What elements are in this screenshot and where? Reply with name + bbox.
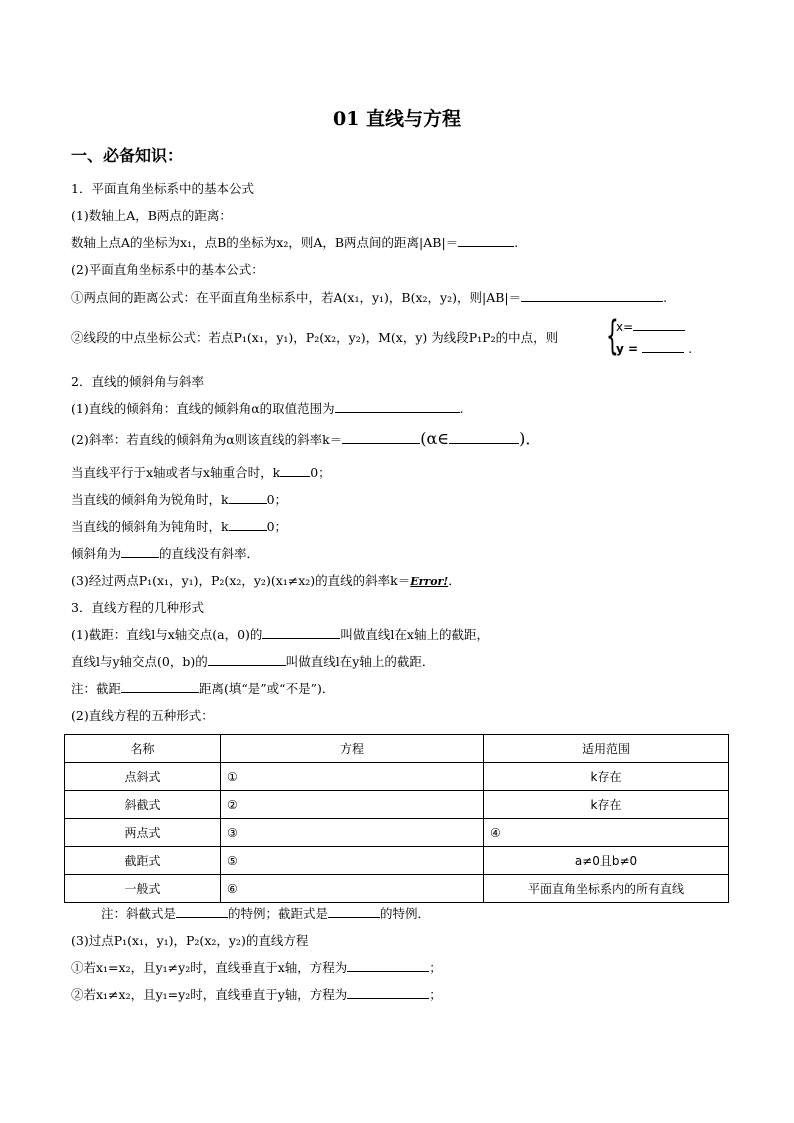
- table-row: [65, 819, 729, 847]
- table-cell: 截距式: [65, 847, 221, 875]
- table-cell: 两点式: [65, 819, 221, 847]
- p3-heading: 3．直线方程的几种形式: [71, 600, 204, 615]
- answer-blank[interactable]: [342, 431, 420, 444]
- answer-blank[interactable]: [449, 431, 519, 444]
- answer-blank[interactable]: [521, 289, 663, 302]
- midpoint-system: [606, 313, 696, 359]
- p1-sub1: (1)数轴上A，B两点的距离：: [71, 208, 232, 223]
- section-heading: 一、必备知识：: [71, 146, 184, 165]
- table-cell: ⑤: [221, 847, 484, 875]
- p2-line3: 当直线平行于x轴或者与x轴重合时，k 0；: [71, 465, 331, 480]
- table-cell: ⑥: [221, 875, 484, 903]
- p4-line1-text: ①若x₁=x₂，且y₁≠y₂时，直线垂直于x轴，方程为: [71, 960, 348, 975]
- midpoint-y-row: y = .: [616, 342, 693, 356]
- table-cell: 点斜式: [65, 763, 221, 791]
- table-row: [65, 875, 729, 903]
- answer-blank[interactable]: [176, 905, 228, 918]
- table-cell: a≠0且b≠0: [484, 847, 729, 875]
- p2-line2-text: (2)斜率：若直线的倾斜角为α则该直线的斜率k＝: [71, 432, 343, 447]
- table-cell: 一般式: [65, 875, 221, 903]
- p1-sub2: (2)平面直角坐标系中的基本公式：: [71, 262, 264, 277]
- answer-blank[interactable]: [280, 464, 310, 477]
- table-cell: k存在: [484, 791, 729, 819]
- error-field: Error!: [410, 575, 449, 588]
- table-row: [65, 763, 729, 791]
- answer-blank[interactable]: [229, 518, 267, 531]
- p4-line2: ②若x₁≠x₂，且y₁=y₂时，直线垂直于y轴，方程为 ；: [71, 987, 442, 1002]
- p2-line2-paren-close: )．: [519, 429, 542, 448]
- p2-line6: 倾斜角为 的直线没有斜率．: [71, 546, 260, 561]
- p2-line4-text: 当直线的倾斜角为锐角时，k: [71, 492, 229, 507]
- p2-line1: (1)直线的倾斜角：直线的倾斜角α的取值范围为 .: [71, 401, 464, 416]
- p4-line1: ①若x₁=x₂，且y₁≠y₂时，直线垂直于x轴，方程为 ；: [71, 960, 442, 975]
- answer-blank[interactable]: [262, 626, 340, 639]
- midpoint-x-row: x=: [616, 318, 685, 334]
- distance-formula-line: ①两点间的距离公式：在平面直角坐标系中，若A(x₁，y₁)，B(x₂，y₂)，则|AB|＝ .: [71, 290, 668, 305]
- table-header-cell: 方程: [221, 735, 484, 763]
- p1-sub1-line: 数轴上点A的坐标为x₁，点B的坐标为x₂，则A，B两点间的距离|AB|＝ .: [71, 235, 519, 250]
- table-header-cell: 适用范围: [484, 735, 729, 763]
- answer-blank[interactable]: [642, 340, 684, 353]
- p2-line1-text: (1)直线的倾斜角：直线的倾斜角α的取值范围为: [71, 401, 335, 416]
- p3-line2: 直线l与y轴交点(0，b)的 叫做直线l在y轴上的截距．: [71, 654, 435, 669]
- answer-blank[interactable]: [458, 234, 514, 247]
- midpoint-formula-line: [71, 329, 558, 347]
- table-cell: ④: [484, 819, 729, 847]
- p1-heading: 1．平面直角坐标系中的基本公式: [71, 181, 254, 196]
- answer-blank[interactable]: [335, 400, 460, 413]
- p2-line3-text: 当直线平行于x轴或者与x轴重合时，k: [71, 465, 281, 480]
- p2-line5-text: 当直线的倾斜角为钝角时，k: [71, 519, 229, 534]
- midpoint-formula-text: ②线段的中点坐标公式：若点P₁(x₁，y₁)，P₂(x₂，y₂)，M(x，y) 为线段P₁P₂的中点，则: [71, 330, 559, 345]
- table-cell: ①: [221, 763, 484, 791]
- p3-line3: 注：截距 距离(填“是”或“不是”)．: [71, 681, 335, 696]
- answer-blank[interactable]: [347, 959, 429, 972]
- distance-formula-text: ①两点间的距离公式：在平面直角坐标系中，若A(x₁，y₁)，B(x₂，y₂)，则|AB|＝: [71, 290, 522, 305]
- p2-line5: 当直线的倾斜角为钝角时，k 0；: [71, 519, 288, 534]
- p2-line4: 当直线的倾斜角为锐角时，k 0；: [71, 492, 288, 507]
- table-cell: ③: [221, 819, 484, 847]
- answer-blank[interactable]: [121, 545, 159, 558]
- p2-line7: (3)经过两点P₁(x₁，y₁)，P₂(x₂，y₂)(x₁≠x₂)的直线的斜率k＝Error!．: [71, 573, 461, 588]
- answer-blank[interactable]: [121, 680, 199, 693]
- table-cell: 平面直角坐标系内的所有直线: [484, 875, 729, 903]
- table-note: 注：斜截式是 的特例；截距式是 的特例．: [101, 906, 431, 921]
- p3-line1-text: (1)截距：直线l与x轴交点(a，0)的: [71, 627, 263, 642]
- table-row: [65, 847, 729, 875]
- p3-line3-text: 注：截距: [71, 681, 122, 696]
- p2-line2: [71, 430, 541, 449]
- answer-blank[interactable]: [229, 491, 267, 504]
- p3-line1: (1)截距：直线l与x轴交点(a，0)的 叫做直线l在x轴上的截距，: [71, 627, 489, 642]
- brace-icon: {: [606, 313, 619, 359]
- p4-heading: (3)过点P₁(x₁，y₁)，P₂(x₂，y₂)的直线方程: [71, 933, 309, 948]
- table-header-row: [65, 735, 729, 763]
- table-cell: ②: [221, 791, 484, 819]
- table-row: [65, 791, 729, 819]
- p2-line7-text: (3)经过两点P₁(x₁，y₁)，P₂(x₂，y₂)(x₁≠x₂)的直线的斜率k＝: [71, 573, 411, 588]
- table-header-cell: 名称: [65, 735, 221, 763]
- p2-line2-paren-open: (α∈: [420, 429, 450, 448]
- line-equation-forms-table: [64, 734, 729, 903]
- p2-heading: 2．直线的倾斜角与斜率: [71, 374, 204, 389]
- table-cell: 斜截式: [65, 791, 221, 819]
- p3-line4: (2)直线方程的五种形式：: [71, 708, 214, 723]
- p4-line2-text: ②若x₁≠x₂，且y₁=y₂时，直线垂直于y轴，方程为: [71, 987, 348, 1002]
- answer-blank[interactable]: [328, 905, 380, 918]
- p1-sub1-text: 数轴上点A的坐标为x₁，点B的坐标为x₂，则A，B两点间的距离|AB|＝: [71, 235, 459, 250]
- p3-line2-text: 直线l与y轴交点(0，b)的: [71, 654, 208, 669]
- answer-blank[interactable]: [347, 986, 429, 999]
- table-cell: k存在: [484, 763, 729, 791]
- page-title: 01 直线与方程: [332, 108, 462, 130]
- p2-line6-text: 倾斜角为: [71, 546, 122, 561]
- answer-blank[interactable]: [208, 653, 286, 666]
- answer-blank[interactable]: [633, 318, 685, 331]
